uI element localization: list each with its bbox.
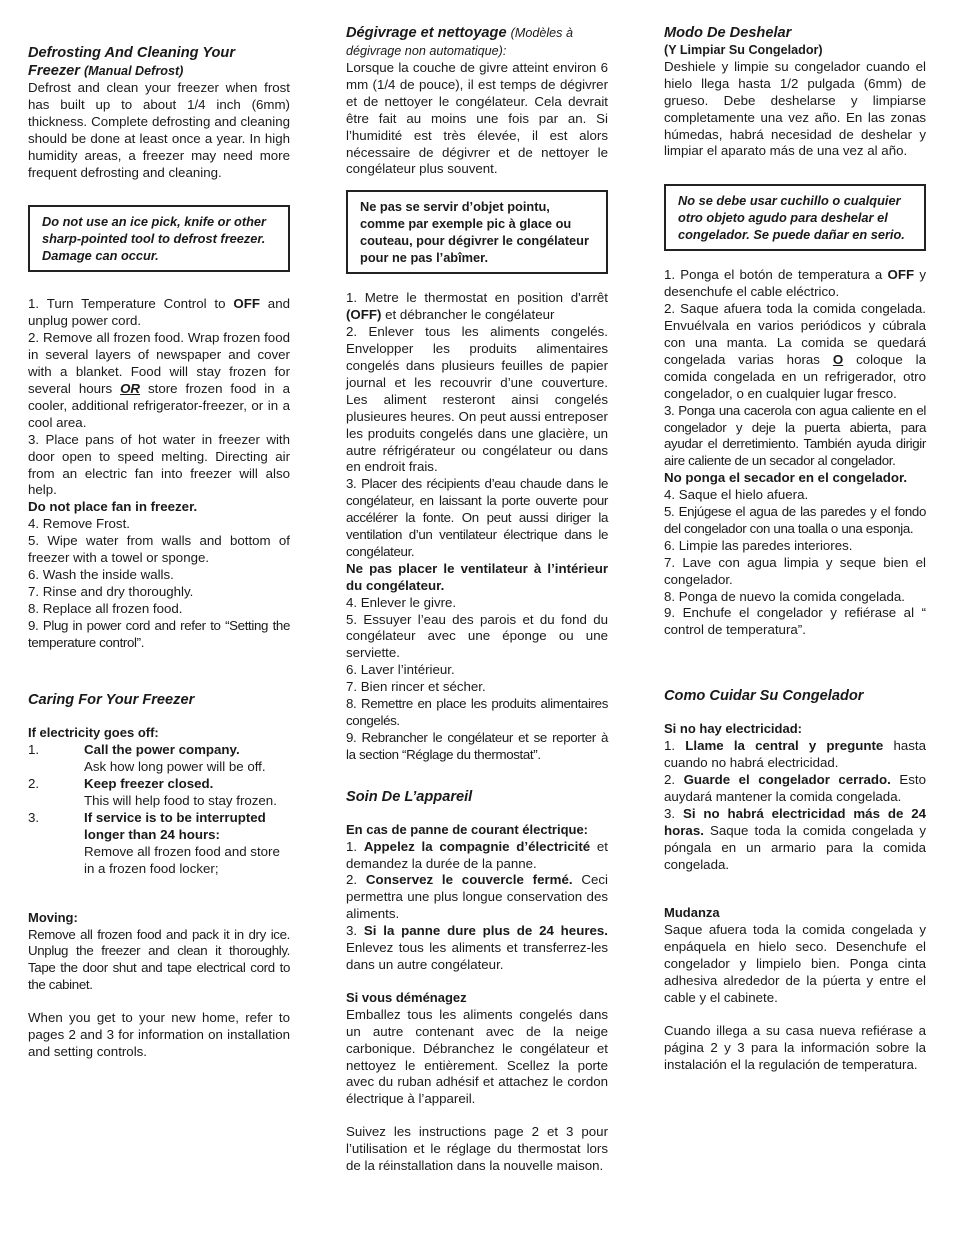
nouvelle-maison-text: Suivez les instructions page 2 et 3 pour l’utilisation et le réglage du thermostat lors de la réinstallation dans la nouvelle maison. [346, 1124, 608, 1174]
etape-5: 5. Essuyer l’eau des parois et du fond du congélateur avec une éponge ou une serviette. [346, 611, 608, 661]
mudanza-text: Saque afuera toda la comida congelada y enpáquela en hielo seco. Desenchufe el congelador y limpielo bien. Ponga cinta adhesiva alrededor de la púerta y entre el cable y el cabinete. [664, 922, 926, 1005]
paso-6: 6. Limpie las paredes interiores. [664, 537, 853, 553]
defrost-heading: Defrosting And Cleaning Your Freezer (Manual Defrost) [28, 45, 236, 79]
etape-3: 3. Placer des récipients d’eau chaude dans le congélateur, en laissant la porte ouverte pour accélérer la fonte. On peut aussi diriger la ventilation d’un ventilateur électrique dans le congélateur. [346, 476, 608, 559]
moving-text: Remove all frozen food and pack it in dry ice. Unplug the freezer and clean it thoroughly. Tape the door shut and tape electrical cord to the cabinet. [28, 926, 290, 993]
deshelar-heading-sub: (Y Limpiar Su Congelador) [664, 43, 823, 57]
electricidad-label: Si no hay electricidad: [664, 721, 802, 737]
electricity-label: If electricity goes off: [28, 725, 159, 741]
electricity-item-1: 1. Call the power company. [28, 742, 240, 758]
step-6: 6. Wash the inside walls. [28, 566, 174, 582]
deshelar-heading: Modo De Deshelar [664, 25, 792, 41]
degivrage-heading: Dégivrage et nettoyage (Modèles à dégivrage non automatique): [346, 25, 573, 58]
etape-1: 1. Metre le thermostat en position d'arrêt (OFF) et débrancher le congélateur [346, 290, 608, 323]
paso-3-note: No ponga el secador en el congelador. [664, 470, 908, 486]
paso-2: 2. Saque afuera toda la comida congelada. Envuélvala en varios periódicos y cúbrala con una manta. La comida se quedará congelada varias horas O coloque la comida congelada en un refrigerador, otro congelador, o en cualquier lugar fresco. [664, 301, 926, 401]
paso-1: 1. Ponga el botón de temperatura a OFF y desenchufe el cable eléctrico. [664, 267, 927, 300]
degivrage-heading-sub: (Modèles à dégivrage non automatique): [346, 26, 573, 58]
defrost-heading-sub: (Manual Defrost) [83, 64, 184, 78]
advertencia-box: No se debe usar cuchillo o cualquier otro objeto agudo para deshelar el congelador. Se puede dañar en serio. [664, 184, 926, 251]
etape-9: 9. Rebrancher le congélateur et se reporter à la section “Réglage du thermostat”. [346, 729, 608, 762]
step-2: 2. Remove all frozen food. Wrap frozen food in several layers of newspaper and cover with a blanket. Food will stay frozen for several hours OR store frozen food in a cooler, additional refrigerator-freezer, or in a cool area. [28, 330, 290, 430]
paso-3: 3. Ponga una cacerola con agua caliente en el congelador y deje la puerta abierta, para ayudar el derretimiento. También ayuda dirigir aire caliente de un secador al congelador. [664, 402, 926, 469]
panne-item-2: 2. Conservez le couvercle fermé. Ceci permettra une plus longue conservation des aliments. [346, 872, 608, 922]
new-home-text: When you get to your new home, refer to pages 2 and 3 for information on installation and setting controls. [28, 1010, 290, 1059]
etape-6: 6. Laver l’intérieur. [346, 662, 455, 678]
soin-heading: Soin De L’appareil [346, 788, 473, 805]
electricity-item-3: 3. If service is to be interrupted longer than 24 hours: [28, 810, 266, 842]
spanish-column [664, 24, 926, 1074]
etape-3-note: Ne pas placer le ventilateur à l’intérieur du congélateur. [346, 560, 608, 593]
paso-5: 5. Enjúgese el agua de las paredes y el fondo del congelador con una toalla o una esponja. [664, 504, 926, 536]
etape-2: 2. Enlever tous les aliments congelés. Envelopper les produits alimentaires congelés dans plusieurs feuilles de papier journal et les recouvrir d’une couverture. Les aliment resteront ainsi congelés plusieures heures. On peut aussi entreposer les produits congelés dans une glacière, un autre réfrigérateur ou congélateur ou dans en endroit frais. [346, 324, 608, 475]
step-4: 4. Remove Frost. [28, 516, 130, 532]
demenagement-label: Si vous déménagez [346, 989, 467, 1005]
etape-8: 8. Remettre en place les produits alimentaires congelés. [346, 696, 608, 728]
paso-7: 7. Lave con agua limpia y seque bien el congelador. [664, 554, 926, 587]
electricidad-item-2: 2. Guarde el congelador cerrado. Esto auydará mantener la comida congelada. [664, 772, 926, 804]
electricity-item-3-desc: Remove all frozen food and store in a frozen food locker; [84, 843, 280, 876]
paso-4: 4. Saque el hielo afuera. [664, 487, 809, 503]
step-5: 5. Wipe water from walls and bottom of freezer with a towel or sponge. [28, 533, 290, 566]
step-3-note: Do not place fan in freezer. [28, 499, 198, 515]
electricidad-item-3: 3. Si no habrá electricidad más de 24 horas. Saque toda la comida congelada y póngala en un armario para la comida congelada. [664, 805, 926, 872]
step-3: 3. Place pans of hot water in freezer with door open to speed melting. Directing air from an electric fan into freezer will also help. [28, 431, 290, 498]
mudanza-label: Mudanza [664, 905, 720, 921]
panne-label: En cas de panne de courant électrique: [346, 821, 589, 837]
etape-7: 7. Bien rincer et sécher. [346, 679, 486, 695]
english-column [28, 24, 290, 1061]
panne-item-3: 3. Si la panne dure plus de 24 heures. Enlevez tous les aliments et transferrez-les dans un autre congélateur. [346, 923, 608, 972]
defrost-intro: Defrost and clean your freezer when frost has built up to about 1/4 inch (6mm) thickness. Complete defrosting and cleaning should be done at least once a year. In high humidity areas, a freezer may need more frequent defrosting and cleaning. [28, 80, 290, 180]
caring-heading: Caring For Your Freezer [28, 692, 195, 709]
panne-item-1: 1. Appelez la compagnie d’électricité et demandez la durée de la panne. [346, 838, 608, 871]
warning-box: Do not use an ice pick, knife or other sharp-pointed tool to defrost freezer. Damage can occur. [28, 205, 290, 272]
step-9: 9. Plug in power cord and refer to “Setting the temperature control”. [28, 617, 290, 650]
electricity-item-2-desc: This will help food to stay frozen. [84, 793, 277, 809]
demenagement-text: Emballez tous les aliments congelés dans un autre contenant avec de la neige carbonique. Débranchez le congélateur et nettoyez le entièrement. Scellez la porte avec du ruban adhésif et attachez le cordon électrique à l’appareil. [346, 1006, 608, 1107]
etape-4: 4. Enlever le givre. [346, 594, 457, 610]
step-1: 1. Turn Temperature Control to OFF and unplug power cord. [28, 296, 290, 329]
deshelar-intro: Deshiele y limpie su congelador cuando el hielo llega hasta 1/2 pulgada (6mm) de grueso. Debe deshelarse y limpiarse completamente una vez año. En las zonas húmedas, habrá necesidad de deshelar y limpiar el aparato más de una vez al año. [664, 58, 926, 159]
cuidar-heading: Como Cuidar Su Congelador [664, 688, 864, 705]
paso-9: 9. Enchufe el congelador y refiérase al “ control de temperatura”. [664, 605, 926, 638]
casa-nueva-text: Cuando illega a su casa nueva refiérase a página 2 y 3 para la información sobre la instalación el la regulación de temperatura. [664, 1022, 926, 1072]
electricity-item-1-desc: Ask how long power will be off. [84, 759, 266, 775]
degivrage-intro: Lorsque la couche de givre atteint environ 6 mm (1/4 de pouce), il est temps de dégivrer et de nettoyer le congélateur. Cela devrait être fait au moins une fois par an. Si l’humidité est très élevée, il est alors nécessaire de dégivrer et de nettoyer le congélateur plus souvent. [346, 60, 608, 177]
step-8: 8. Replace all frozen food. [28, 600, 183, 616]
french-column [346, 24, 608, 1175]
step-7: 7. Rinse and dry thoroughly. [28, 583, 194, 599]
moving-label: Moving: [28, 909, 78, 925]
paso-8: 8. Ponga de nuevo la comida congelada. [664, 588, 905, 604]
avertissement-box: Ne pas se servir d’objet pointu, comme par exemple pic à glace ou couteau, pour dégivrer le congélateur pour ne pas l’abîmer. [346, 190, 608, 274]
electricity-item-2: 2. Keep freezer closed. [28, 776, 214, 792]
electricidad-item-1: 1. Llame la central y pregunte hasta cuando no habrá electricidad. [664, 738, 926, 771]
